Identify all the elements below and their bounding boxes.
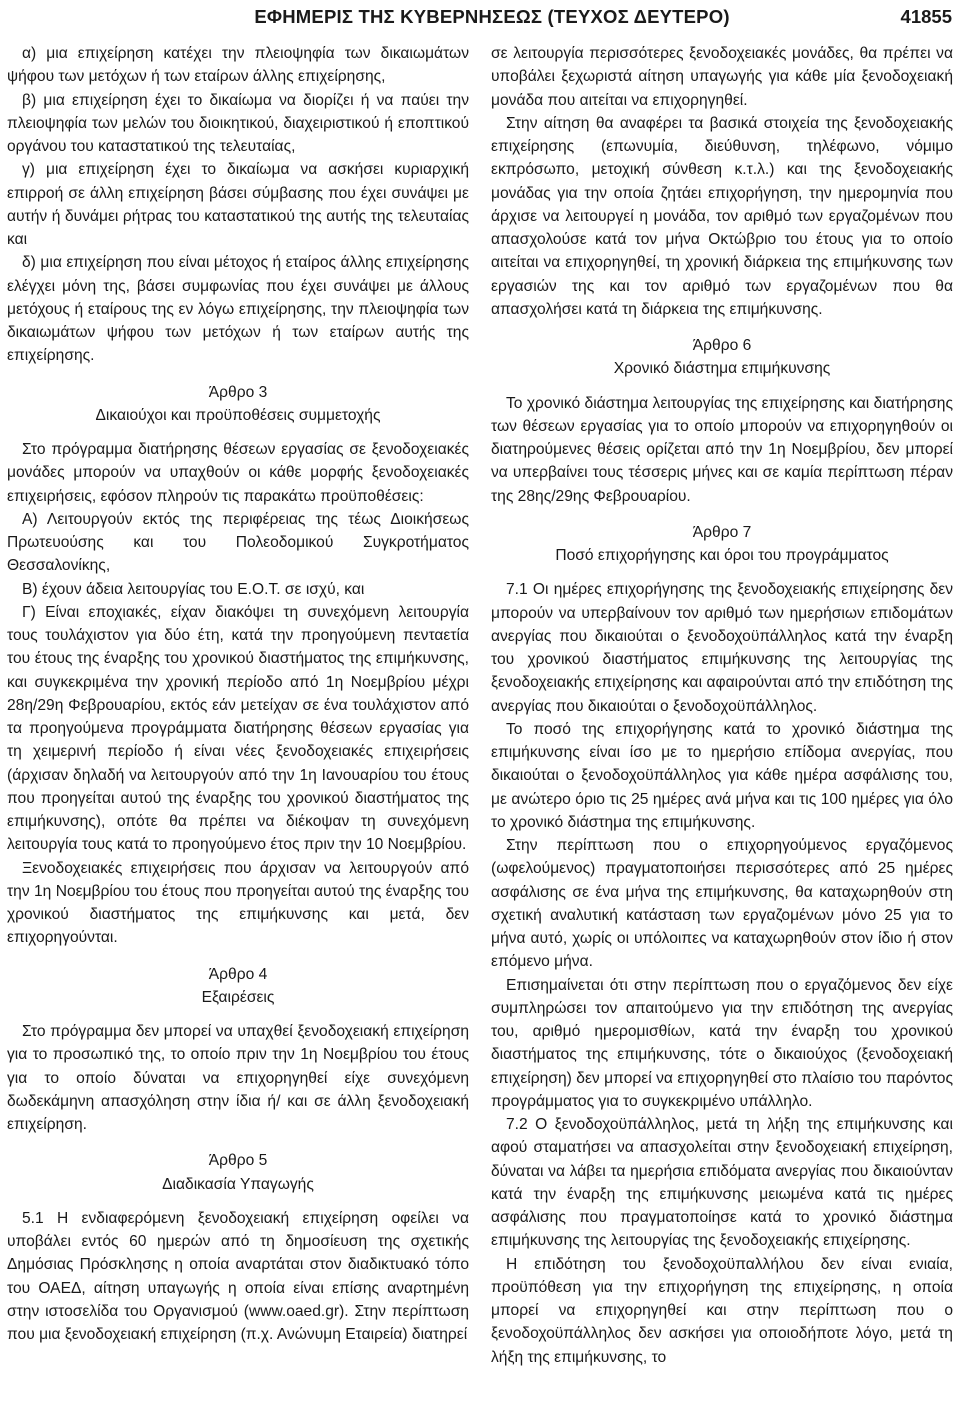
paragraph: Στο πρόγραμμα δεν μπορεί να υπαχθεί ξενοδοχειακή επιχείρηση για το προσωπικό της, το οποίο πριν την 1η Νοεμβρίου του έτους για το οποίο δύναται να επιχορηγηθεί είχε συνεχόμενη δωδεκάμηνη απασχόληση στην ίδια ή/ και σε άλλη ξενοδοχειακή επιχείρηση. <box>7 1023 469 1133</box>
article-4-number: Άρθρο 4 <box>208 965 268 983</box>
paragraph: γ) μια επιχείρηση έχει το δικαίωμα να ασκήσει κυριαρχική επιρροή σε άλλη επιχείρηση βάσει σύμβασης που έχει συνάψει με αυτήν ή δυνάμει ρήτρας του καταστατικού της αυτής της τελευταίας και <box>7 161 469 248</box>
paragraph: σε λειτουργία περισσότερες ξενοδοχειακές μονάδες, θα πρέπει να υποβάλει ξεχωριστά αίτηση υπαγωγής για κάθε μία ξενοδοχειακή μονάδα που αιτείται να επιχορηγηθεί. <box>491 45 953 109</box>
page-number: 41855 <box>900 6 952 27</box>
paragraph: Ξενοδοχειακές επιχειρήσεις που άρχισαν να λειτουργούν από την 1η Νοεμβρίου του έτους που προηγείται αυτού της έναρξης του χρονικού διαστήματος της επιμήκυνσης και μετά, δεν επιχορηγούνται. <box>7 859 469 947</box>
article-6-title: Χρονικό διάστημα επιμήκυνσης <box>613 360 831 378</box>
paragraph: α) μια επιχείρηση κατέχει την πλειοψηφία των δικαιωμάτων ψήφου των μετόχων ή των εταίρων άλλης επιχείρησης, <box>7 45 469 86</box>
article-3-number: Άρθρο 3 <box>208 383 268 401</box>
paragraph: 7.1 Οι ημέρες επιχορήγησης της ξενοδοχειακής επιχείρησης δεν μπορούν να υπερβαίνουν τον αριθμό των ημερήσιων επιδομάτων ανεργίας που δικαιούται ο ξενοδοχοϋπάλληλος κατά την έναρξη του χρονικού διαστήματος επιμήκυνσης της λειτουργίας της ξενοδοχειακής επιχείρησης και αφαιρούνται από την επιδότηση της ανεργίας που δικαιούται ο ξενοδοχοϋπάλληλος. <box>491 581 953 715</box>
article-5-number: Άρθρο 5 <box>208 1152 268 1170</box>
article-4-title: Εξαιρέσεις <box>201 988 275 1006</box>
page-header <box>0 0 960 36</box>
paragraph: Γ) Είναι εποχιακές, είχαν διακόψει τη συνεχόμενη λειτουργία τους τουλάχιστον για δύο έτη, κατά την προηγούμενη πενταετία του έτους της έναρξης του χρονικού διαστήματος της επιμήκυνσης, και συγκεκριμένα την χρονική περίοδο από 1η Νοεμβρίου μέχρι 28η/29η Φεβρουαρίου, εκτός εάν μετείχαν σε ένα τουλάχιστον από τα προηγούμενα προγράμματα διατήρησης θέσεων εργασίας για τη χειμερινή περίοδο ή είναι νέες ξενοδοχειακές επιχειρήσεις (άρχισαν δηλαδή να λειτουργούν από την 1η Ιανουαρίου του έτους που προηγείται αυτού της έναρξης του χρονικού διαστήματος της επιμήκυνσης), οπότε θα πρέπει να διέκοψαν τη συνεχόμενη λειτουργία τους κατά το προηγούμενο έτος πριν την 10 Νοεμβρίου. <box>7 603 469 854</box>
article-6-number: Άρθρο 6 <box>692 337 752 354</box>
article-3-title: Δικαιούχοι και προϋποθέσεις συμμετοχής <box>95 406 381 424</box>
paragraph: Το ποσό της επιχορήγησης κατά το χρονικό διάστημα της επιμήκυνσης είναι ίσο με το ημερήσιο επίδομα ανεργίας, που δικαιούται ο ξενοδοχοϋπάλληλος για κάθε ημέρα ασφάλισης του, με ανώτερο όριο τις 25 ημέρες ανά μήνα και τις 100 ημέρες για όλο το χρονικό διάστημα της επιμήκυνσης. <box>491 720 953 831</box>
paragraph: 7.2 Ο ξενοδοχοϋπάλληλος, μετά τη λήξη της επιμήκυνσης και αφού σταματήσει να απασχολείται στην ξενοδοχειακή επιχείρηση, δύναται να λάβει τα ημερήσια επιδόματα ανεργίας που δικαιούνταν κατά την έναρξη της επιμήκυνσης μειωμένα κατά τις ημέρες ασφάλισης που πραγματοποίησε κατά το χρονικό διάστημα επιμήκυνσης της λειτουργίας της ξενοδοχειακής επιχείρησης. <box>491 1116 953 1250</box>
article-7-number: Άρθρο 7 <box>692 523 752 541</box>
paragraph: Στην αίτηση θα αναφέρει τα βασικά στοιχεία της ξενοδοχειακής επιχείρησης (επωνυμία, διεύθυνση, τηλέφωνο, νόμιμο εκπρόσωπο, μετοχική σύνθεση κ.τ.λ.) και της ξενοδοχειακής μονάδας για την οποία ζητάει επιχορήγηση, την ημερομηνία που άρχισε να λειτουργεί η μονάδα, τον αριθμό των εργαζομένων που απασχολούσε κατά τον μήνα Οκτώβριο του έτους για το οποίο αιτείται να επιχορηγηθεί, τη χρονική διάρκεια της επιμήκυνσης των εργασιών της και τον αριθμό των εργαζομένων που θα απασχολήσει κατά τη διάρκεια της επιμήκυνσης. <box>491 114 953 318</box>
article-5-title: Διαδικασία Υπαγωγής <box>162 1175 314 1193</box>
paragraph: Το χρονικό διάστημα λειτουργίας της επιχείρησης και διατήρησης των θέσεων εργασίας για το οποίο μπορούν να επιχορηγηθούν οι διατηρούμενες θέσεις ορίζεται από την 1η Νοεμβρίου, δεν μπορεί να υπερβαίνει τους τέσσερις μήνες και σε καμία περίπτωση πέραν της 28ης/29ης Φεβρουαρίου. <box>491 394 953 505</box>
paragraph: Η επιδότηση του ξενοδοχοϋπαλλήλου δεν είναι ενιαία, προϋπόθεση για την επιχορήγηση της επιχείρησης, η οποία μπορεί να επιχορηγηθεί και στην περίπτωση που ο ξενοδοχοϋπάλληλος δεν ασκήσει για οποιοδήποτε λόγο, μετά τη λήξη της επιμήκυνσης, το <box>491 1255 953 1366</box>
article-7-title: Ποσό επιχορήγησης και όροι του προγράμματος <box>555 547 889 564</box>
paragraph: β) μια επιχείρηση έχει το δικαίωμα να διορίζει ή να παύει την πλειοψηφία των μελών του διοικητικού, διαχειριστικού ή εποπτικού οργάνου του καταστατικού της τελευταίας, <box>7 91 469 155</box>
right-column <box>491 42 953 1369</box>
paragraph: 5.1 Η ενδιαφερόμενη ξενοδοχειακή επιχείρηση οφείλει να υποβάλει εντός 60 ημερών από τη δημοσίευση της σχετικής Δημόσιας Πρόσκλησης η οποία αναρτάται στον διαδικτυακό τόπο του ΟΑΕΔ, αίτηση υπαγωγής η οποία είναι επίσης αναρτημένη στην ιστοσελίδα του Οργανισμού (www.oaed.gr). Στην περίπτωση που μια ξενοδοχειακή επιχείρηση (π.χ. Ανώνυμη Εταιρεία) διατηρεί <box>7 1209 469 1343</box>
paragraph: Επισημαίνεται ότι στην περίπτωση που ο εργαζόμενος δεν είχε συμπληρώσει τον απαιτούμενο για την επιδότηση της ανεργίας του, αριθμό ημερομισθίων, κατά την έναρξη του χρονικού διαστήματος της επιμήκυνσης, τότε ο δικαιούχος (ξενοδοχειακή επιχείρηση) δεν μπορεί να επιχορηγηθεί στο πλαίσιο του παρόντος προγράμματος για το συγκεκριμένο υπάλληλο. <box>491 976 953 1110</box>
paragraph: Α) Λειτουργούν εκτός της περιφέρειας της τέως Διοικήσεως Πρωτευούσης και του Πολεοδομικού Συγκροτήματος Θεσσαλονίκης, <box>7 510 469 575</box>
paragraph: Στο πρόγραμμα διατήρησης θέσεων εργασίας σε ξενοδοχειακές μονάδες μπορούν να υπαχθούν οι κάθε μορφής ξενοδοχειακές επιχειρήσεις, εφόσον πληρούν τις παρακάτω προϋποθέσεις: <box>7 441 469 505</box>
paragraph: Στην περίπτωση που ο επιχορηγούμενος εργαζόμενος (ωφελούμενος) πραγματοποιήσει περισσότερες από 25 ημέρες ασφάλισης σε ένα μήνα της επιμήκυνσης, θα καταχωρηθούν στη σχετική αναλυτική κατάσταση των εργαζομένων μόνο 25 για το μήνα αυτό, χωρίς οι υπόλοιπες να καταχωρηθούν στον ίδιο ή στον επόμενο μήνα. <box>491 837 953 971</box>
paragraph: δ) μια επιχείρηση που είναι μέτοχος ή εταίρος άλλης επιχείρησης ελέγχει μόνη της, βάσει συμφωνίας που έχει συνάψει με άλλους μετόχους ή εταίρους της εν λόγω επιχείρησης, την πλειοψηφία των δικαιωμάτων ψήφου των μετόχων ή των εταίρων αυτής της επιχείρησης. <box>7 254 469 365</box>
gazette-title: ΕΦΗΜΕΡΙΣ ΤΗΣ ΚΥΒΕΡΝΗΣΕΩΣ (ΤΕΥΧΟΣ ΔΕΥΤΕΡΟ) <box>254 6 730 27</box>
left-column <box>7 42 469 1346</box>
paragraph: Β) έχουν άδεια λειτουργίας του Ε.Ο.Τ. σε ισχύ, και <box>22 580 365 598</box>
